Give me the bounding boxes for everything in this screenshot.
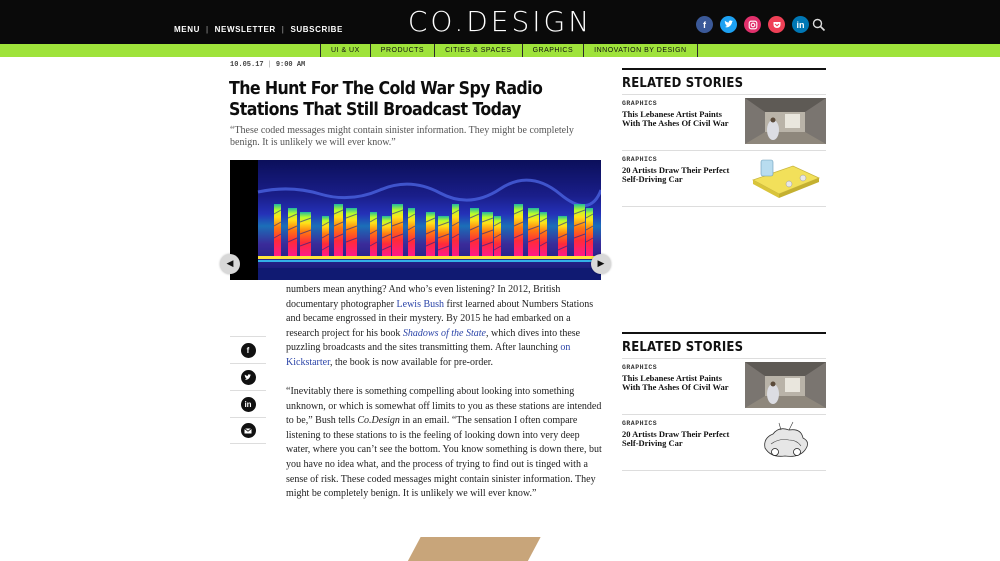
spectrogram-burst — [408, 208, 415, 256]
spectrogram-image — [230, 160, 601, 280]
twitter-icon — [241, 370, 256, 385]
category-cities-spaces[interactable]: CITIES & SPACES — [434, 44, 522, 57]
related-stories-title: RELATED STORIES — [622, 340, 744, 355]
spectrogram-burst — [586, 208, 593, 256]
paragraph-text: in an email. “The sensation I often compare listening to these stations to is the feeling of looking down into very deep water, where you can’t see the bottom. You know something is down there, but you have no idea what, and the process of trying to find out is tinged with a sense of risk. These coded messages might contain sinister information. They might be completely benign. It is unlikely we will ever know.” — [286, 415, 602, 500]
linkedin-icon: in — [241, 397, 256, 412]
story-headline[interactable]: 20 Artists Draw Their Perfect Self-Driving Car — [622, 429, 730, 448]
subscribe-link[interactable]: SUBSCRIBE — [290, 25, 343, 34]
spectrogram-burst — [288, 208, 297, 256]
body-paragraph — [286, 283, 602, 371]
related-story[interactable] — [622, 150, 826, 206]
story-thumbnail[interactable] — [745, 154, 826, 200]
story-category[interactable]: GRAPHICS — [622, 364, 658, 371]
category-graphics[interactable]: GRAPHICS — [522, 44, 584, 57]
paragraph-text: , which dives into these puzzling broadcasts and the sites transmitting them. After launching — [286, 327, 581, 354]
kickstarter-link[interactable]: on Kickstarter — [286, 342, 571, 368]
shadows-of-the-state-link[interactable] — [403, 328, 486, 339]
site-logo[interactable]: CO.DESIGN — [407, 5, 593, 38]
dateline-separator: | — [267, 61, 272, 69]
section-end-rule — [622, 470, 826, 471]
article-time: 9:00 AM — [275, 61, 306, 69]
paragraph-text: “Inevitably there is something compelling about looking into something unknown, or which is somewhat off limits to you as these stations are intended to be,” Bush tells — [286, 386, 602, 427]
share-facebook[interactable] — [230, 336, 266, 363]
paragraph-text: , the book is now available for pre-order. — [330, 356, 494, 368]
section-end-rule — [622, 206, 826, 207]
body-paragraph — [286, 385, 602, 502]
related-stories-bottom — [622, 332, 826, 471]
book-title: Shadows of the State — [402, 327, 486, 339]
twitter-icon[interactable] — [720, 16, 737, 33]
spectrogram-burst — [528, 208, 539, 256]
spectrogram-burst — [470, 208, 479, 256]
related-stories-top — [622, 68, 826, 207]
article-body — [286, 283, 602, 516]
social-links — [696, 16, 809, 33]
article-dateline — [230, 61, 305, 69]
facebook-icon: f — [241, 343, 256, 358]
share-linkedin[interactable] — [230, 390, 266, 417]
story-category[interactable]: GRAPHICS — [622, 100, 658, 107]
paragraph-text: numbers mean anything? And who’s even listening? In 2012, British documentary photographer — [286, 284, 561, 310]
newsletter-link[interactable]: NEWSLETTER — [214, 25, 276, 34]
book-cover-image — [399, 537, 540, 561]
related-story[interactable] — [622, 414, 826, 470]
gallery-next-button[interactable]: ▶ — [591, 254, 611, 274]
category-bar — [0, 44, 1000, 57]
article-headline: The Hunt For The Cold War Spy Radio Stations That Still Broadcast Today — [229, 78, 543, 120]
article-dek: “These coded messages might contain sinister information. They might be completely benign. It is unlikely we will ever know.” — [230, 125, 574, 148]
article-date: 10.05.17 — [230, 61, 264, 69]
share-twitter[interactable] — [230, 363, 266, 390]
publication-name: Co.Design — [357, 415, 400, 427]
spectrogram-burst — [346, 208, 357, 256]
section-rule — [622, 68, 826, 70]
story-thumbnail[interactable] — [745, 418, 826, 464]
related-story[interactable] — [622, 94, 826, 150]
related-story[interactable] — [622, 358, 826, 414]
share-email[interactable] — [230, 417, 266, 444]
lewis-bush-link[interactable]: Lewis Bush — [396, 298, 445, 310]
pocket-icon[interactable] — [768, 16, 785, 33]
nav-separator: | — [205, 25, 209, 34]
linkedin-icon[interactable]: in — [792, 16, 809, 33]
search-icon[interactable] — [812, 18, 826, 32]
story-thumbnail[interactable] — [745, 98, 826, 144]
email-icon — [241, 423, 256, 438]
story-headline[interactable]: This Lebanese Artist Paints With The Ashes Of Civil War — [622, 109, 729, 128]
category-innovation-by-design[interactable]: INNOVATION BY DESIGN — [583, 44, 697, 57]
story-headline[interactable]: 20 Artists Draw Their Perfect Self-Driving Car — [622, 165, 730, 184]
section-rule — [622, 332, 826, 334]
category-nav — [320, 44, 698, 57]
instagram-icon[interactable] — [744, 16, 761, 33]
nav-separator: | — [281, 25, 285, 34]
related-stories-title: RELATED STORIES — [622, 76, 744, 91]
gallery-prev-button[interactable]: ◀ — [220, 254, 240, 274]
story-category[interactable]: GRAPHICS — [622, 156, 658, 163]
menu-link[interactable]: MENU — [174, 25, 200, 34]
story-category[interactable]: GRAPHICS — [622, 420, 658, 427]
category-products[interactable]: PRODUCTS — [370, 44, 434, 57]
story-thumbnail[interactable] — [745, 362, 826, 408]
category-ui-ux[interactable]: UI & UX — [320, 44, 370, 57]
story-headline[interactable]: This Lebanese Artist Paints With The Ashes Of Civil War — [622, 373, 729, 392]
site-header — [0, 0, 1000, 44]
paragraph-text: first learned about Numbers Stations and became engrossed in their mystery. By 2015 he had embarked on a research project for his book — [286, 298, 594, 339]
facebook-icon[interactable]: f — [696, 16, 713, 33]
share-bar — [230, 336, 266, 444]
